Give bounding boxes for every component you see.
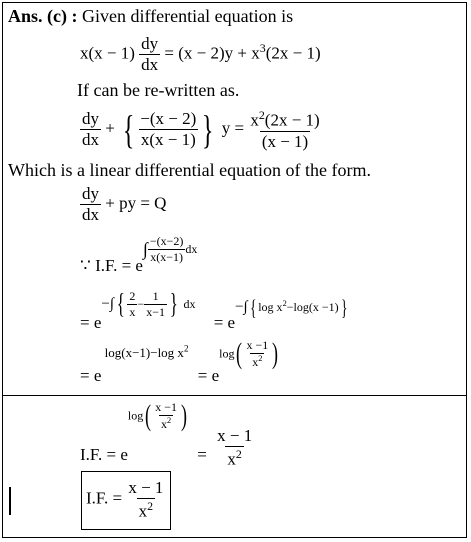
final-frac (126, 478, 165, 522)
if4-lg-den: $x^2$ (161, 416, 172, 431)
eq1-derivative (139, 34, 160, 75)
section-divider (2, 395, 467, 396)
if2-f2-den: x−1 (146, 305, 165, 319)
if3-exp-1 (101, 345, 191, 360)
eq1-lhs: x(x − 1) (80, 43, 135, 63)
eq1-d-num: dy (141, 34, 159, 53)
eq3-d-den: dx (82, 205, 99, 224)
if3-eq: = e (80, 366, 102, 385)
if2-neg-int: −∫ (101, 296, 114, 312)
if1-label: ∵ I.F. = e (80, 256, 143, 275)
eq2-y-eq: y = (221, 118, 245, 138)
if2-log-b: −log(x −1) (286, 299, 339, 314)
if1-den: x(x−1) (150, 250, 184, 264)
eq2-plus: + (105, 118, 115, 138)
final-answer (86, 478, 165, 522)
if4-label: I.F. = e (80, 444, 128, 464)
linear-text: Which is a linear differential equation of the form. (8, 160, 372, 180)
if2-eq: = e (80, 313, 102, 332)
if3-frac (244, 338, 270, 370)
eq2-rhs (248, 108, 321, 152)
eq3-rest: + py = Q (105, 193, 167, 213)
if-line-4 (80, 399, 254, 469)
if4-lg-num: x −1 (155, 400, 178, 414)
eq1-exp: 3 (259, 40, 266, 55)
eq2-derivative (80, 109, 101, 150)
eq2-rhs-num: $x^2(2x - 1)$ (250, 108, 320, 130)
eq3-d-num: dy (82, 184, 99, 203)
if4-frac (153, 400, 179, 432)
if2-f1-den: x (129, 305, 136, 319)
if2-dx: dx (183, 297, 196, 311)
if3-exp-2: log( $\frac{x -1}{x^2}$ ) (219, 337, 279, 370)
equation-2 (80, 108, 322, 152)
eq3-derivative (80, 184, 101, 225)
if4-exp: log( $\frac{x -1}{x^2}$ ) (127, 399, 188, 432)
if1-exponent (143, 234, 197, 265)
if2-minus: − (137, 297, 145, 311)
eq2-coef-num: −(x − 2) (140, 109, 197, 129)
text-cursor (9, 487, 11, 515)
left-brace: { (122, 106, 135, 152)
if4-log: log (127, 408, 144, 423)
answer-intro: Given differential equation is (82, 6, 294, 26)
eq2-coef (138, 109, 198, 150)
eq1-d-den: dx (141, 55, 159, 74)
if3-lg-den: $x^2$ (252, 354, 263, 369)
equation-1 (80, 34, 321, 75)
if3-eq2: = e (197, 366, 220, 385)
answer-label: Ans. (c) : (8, 6, 78, 26)
final-label: I.F. = (86, 488, 123, 508)
if2-f2-num: 1 (152, 289, 159, 303)
final-den: $x^2$ (138, 499, 154, 521)
eq2-coef-den: x(x − 1) (140, 130, 196, 150)
if2-log-a: log x (258, 299, 283, 314)
answer-header (8, 6, 293, 27)
if3-exp-a-sq: 2 (183, 344, 189, 354)
if-line-1 (80, 234, 198, 275)
if-line-2 (80, 288, 349, 332)
if2-frac-1 (127, 289, 137, 320)
equation-3 (80, 184, 166, 225)
eq2-d-den: dx (82, 130, 99, 150)
if2-exp-2: −∫{ $\log x^2-\log(x -1)$} (235, 295, 348, 320)
rewrite-text: If can be re-written as. (77, 80, 240, 100)
right-brace: } (202, 106, 214, 152)
eq2-rhs-den: (x − 1) (261, 131, 309, 151)
if1-num: −(x−2) (149, 234, 184, 248)
if3-log: log (219, 346, 235, 361)
if2-neg-int2: −∫ (235, 298, 248, 315)
if2-log-exp: 2 (282, 298, 287, 308)
if4-eq: = (197, 444, 207, 464)
if2-frac-2 (144, 289, 167, 320)
if4-r-den: $x^2$ (227, 447, 242, 469)
eq1-rhs: = (x − 2)y + x (164, 43, 260, 63)
if-line-3 (80, 337, 280, 385)
if1-frac (148, 234, 186, 265)
if2-f1-num: 2 (129, 289, 136, 303)
if2-eq2: = e (213, 313, 236, 332)
if4-result (215, 426, 254, 470)
if3-exp-a: log(x−1)−log x (104, 345, 184, 361)
if2-exp-1: −∫{ $\frac{2}{x}$ − $\frac{1}{x-1}$ } dx (101, 288, 196, 320)
eq2-d-num: dy (82, 109, 99, 129)
if4-r-num: x − 1 (217, 426, 253, 445)
final-num: x − 1 (128, 478, 164, 497)
integral-sign: ∫ (142, 239, 148, 259)
eq1-tail: (2x − 1) (265, 43, 321, 63)
if3-lg-num: x −1 (246, 338, 269, 352)
if1-dx: dx (185, 242, 198, 256)
